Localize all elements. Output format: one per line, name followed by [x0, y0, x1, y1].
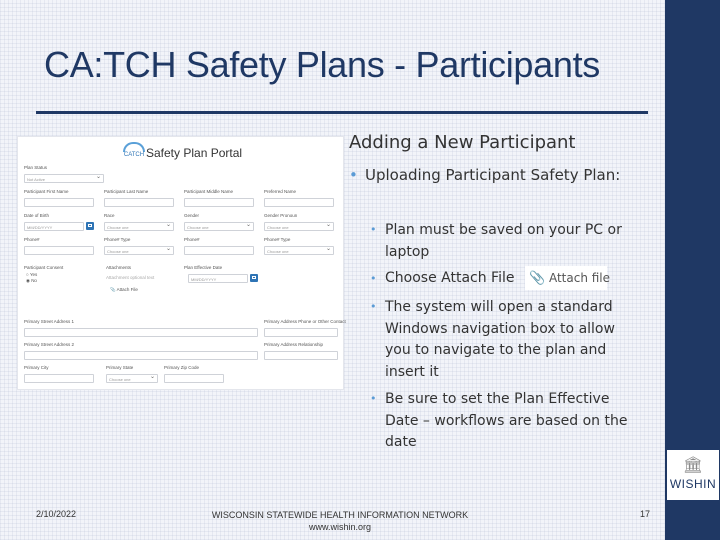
label-race: Race	[104, 213, 115, 218]
alt-contact-field	[264, 328, 338, 337]
address-2-field	[24, 351, 258, 360]
label-phone-2: Phone#	[184, 237, 200, 242]
sub-bullet-saved: • Plan must be saved on your PC or laptop	[385, 220, 635, 263]
first-name-field	[24, 198, 94, 207]
label-attachments: Attachments	[106, 265, 132, 270]
bullet-dot: •	[370, 392, 377, 405]
label-middle-name: Participant Middle Name	[184, 189, 234, 194]
bullet-uploading: • Uploading Participant Safety Plan:	[349, 166, 621, 184]
label-phone: Phone#	[24, 237, 40, 242]
label-plan-status: Plan Status	[24, 165, 48, 170]
section-heading: Adding a New Participant	[349, 132, 576, 153]
footer-org: WISCONSIN STATEWIDE HEALTH INFORMATION NETWORK www.wishin.org	[211, 510, 469, 532]
sub-bullet-attach: • Choose Attach File 📎 Attach file	[385, 266, 635, 290]
bullet-dot: •	[370, 272, 377, 285]
label-city: Primary City	[24, 365, 49, 370]
portal-title: Safety Plan Portal	[146, 146, 243, 160]
label-address-relationship: Primary Address Relationship	[264, 342, 324, 347]
label-consent: Participant Consent	[24, 265, 64, 270]
sub-bullet-navigation: • The system will open a standard Windows navigation box to allow you to navigate to the plan and insert it	[385, 297, 635, 383]
attachment-note: Attachment optional text	[106, 275, 155, 280]
address-relationship-field	[264, 351, 338, 360]
label-dob: Date of Birth	[24, 213, 50, 218]
bullet-dot: •	[370, 300, 377, 313]
label-address-1: Primary Street Address 1	[24, 319, 75, 324]
city-field	[24, 374, 94, 383]
plan-date-calendar-icon	[250, 274, 258, 282]
phone-2-field	[184, 246, 254, 255]
label-first-name: Participant First Name	[24, 189, 69, 194]
paperclip-icon: 📎	[528, 271, 546, 286]
consent-yes-option: ○ Yes	[26, 272, 38, 277]
phone-type-2-select: Choose one ⌄	[264, 246, 334, 255]
attach-file-button-image: 📎 Attach file	[525, 266, 607, 290]
phone-type-select: Choose one ⌄	[104, 246, 174, 255]
capitol-icon: 🏛	[682, 457, 704, 474]
consent-no-option: ◉ No	[26, 278, 37, 283]
label-gender-pronoun: Gender Pronoun	[264, 213, 298, 218]
label-preferred-name: Preferred Name	[264, 189, 297, 194]
label-alt-contact: Primary Address Phone or Other Contact	[264, 319, 346, 324]
label-address-2: Primary Street Address 2	[24, 342, 75, 347]
zip-field	[164, 374, 224, 383]
label-phone-type: Phone# Type	[104, 237, 131, 242]
label-last-name: Participant Last Name	[104, 189, 149, 194]
label-state: Primary State	[106, 365, 134, 370]
catch-logo: CATCH	[121, 142, 147, 159]
bullet-dot: •	[370, 223, 377, 236]
wishin-logo: 🏛 WISHIN	[667, 450, 719, 500]
label-phone-type-2: Phone# Type	[264, 237, 291, 242]
state-select: Choose one ⌄	[106, 374, 158, 383]
gender-pronoun-select: Choose one ⌄	[264, 222, 334, 231]
label-gender: Gender	[184, 213, 200, 218]
bullet-dot: •	[349, 166, 358, 184]
last-name-field	[104, 198, 174, 207]
page-number: 17	[639, 509, 650, 519]
address-1-field	[24, 328, 258, 337]
title-divider	[36, 111, 648, 114]
preferred-name-field	[264, 198, 334, 207]
safety-plan-form-screenshot	[17, 136, 344, 390]
middle-name-field	[184, 198, 254, 207]
calendar-icon	[86, 222, 94, 230]
gender-select: Choose one ⌄	[184, 222, 254, 231]
sub-bullet-effective-date: • Be sure to set the Plan Effective Date – workflows are based on the date	[385, 389, 635, 454]
plan-effective-date-field: MM/DD/YYYY	[188, 274, 248, 283]
attach-file-link: 📎 Attach File	[110, 287, 138, 292]
dob-field: MM/DD/YYYY	[24, 222, 84, 231]
phone-field	[24, 246, 94, 255]
label-zip: Primary Zip Code	[164, 365, 200, 370]
label-plan-effective-date: Plan Effective Date	[184, 265, 223, 270]
plan-status-select: Not Active ⌄	[24, 174, 104, 183]
footer-date: 2/10/2022	[36, 509, 77, 519]
slide-title: CA:TCH Safety Plans - Participants	[44, 44, 600, 85]
race-select: Choose one ⌄	[104, 222, 174, 231]
